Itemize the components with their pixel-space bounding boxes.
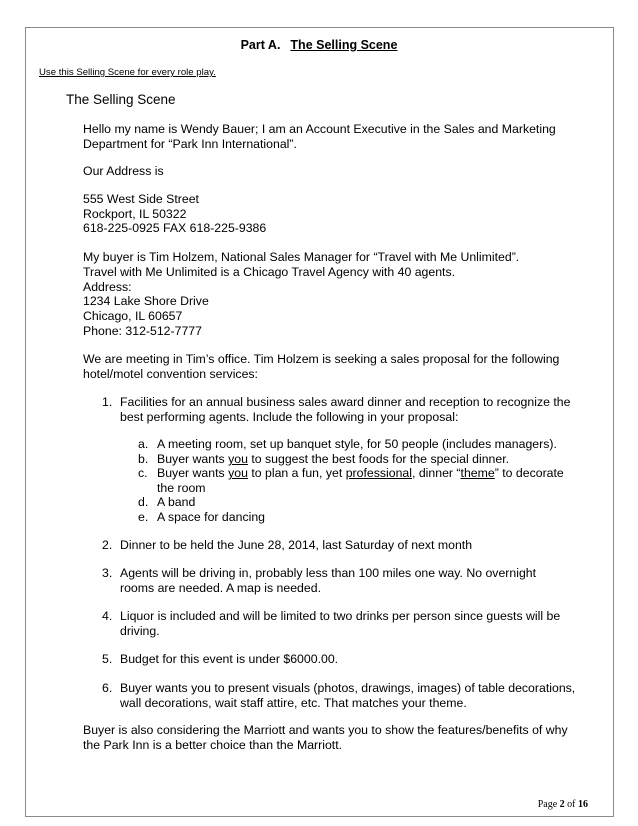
buyer-phone: Phone: 312-512-7777 — [83, 324, 202, 338]
subitem-d-letter: d. — [138, 495, 149, 509]
closing-line-1: Buyer is also considering the Marriott and wants you to show the features/benefits of why — [83, 723, 568, 737]
subitem-c-post: ” to decorate — [494, 466, 564, 480]
subitem-c-mid-2: , dinner “ — [412, 466, 461, 480]
subitem-b-post: to suggest the best foods for the special dinner. — [247, 452, 510, 466]
subitem-a-letter: a. — [138, 437, 149, 451]
role-play-note: Use this Selling Scene for every role play. — [39, 67, 216, 78]
item-6-line-1: Buyer wants you to present visuals (photos, drawings, images) of table decorations, — [120, 681, 576, 695]
subitem-c-letter: c. — [138, 466, 148, 480]
item-3-line-1: Agents will be driving in, probably less than 100 miles one way. No overnight — [120, 566, 537, 580]
item-5-number: 5. — [102, 652, 113, 666]
item-2-number: 2. — [102, 538, 113, 552]
scene-title: The Selling Scene — [66, 92, 176, 107]
subitem-c-text — [157, 466, 564, 480]
meeting-line-2: hotel/motel convention services: — [83, 367, 258, 381]
item-1-line-2: best performing agents. Include the following in your proposal: — [120, 410, 459, 424]
item-1-number: 1. — [102, 395, 113, 409]
subitem-b-letter: b. — [138, 452, 149, 466]
subitem-c-mid-1: to plan a fun, yet — [247, 466, 346, 480]
item-3-line-2: rooms are needed. A map is needed. — [120, 581, 321, 595]
item-3-number: 3. — [102, 566, 113, 580]
subitem-c-pre: Buyer wants — [157, 466, 229, 480]
buyer-line-2: Travel with Me Unlimited is a Chicago Travel Agency with 40 agents. — [83, 265, 456, 279]
buyer-line-1: My buyer is Tim Holzem, National Sales Manager for “Travel with Me Unlimited”. — [83, 250, 520, 264]
item-2-line-1: Dinner to be held the June 28, 2014, last Saturday of next month — [120, 538, 473, 552]
footer-page-word: Page — [537, 799, 558, 810]
item-4-line-1: Liquor is included and will be limited to two drinks per person since guests will be — [120, 609, 561, 623]
heading-part: Part A. — [240, 38, 281, 52]
subitem-b-pre: Buyer wants — [157, 452, 229, 466]
footer-page-number: 2 — [559, 799, 565, 810]
buyer-address-label: Address: — [83, 280, 132, 294]
item-1-line-1: Facilities for an annual business sales award dinner and reception to recognize the — [120, 395, 571, 409]
subitem-c-underlined-professional: professional — [345, 466, 412, 480]
seller-city: Rockport, IL 50322 — [83, 207, 187, 221]
closing-line-2: the Park Inn is a better choice than the Marriott. — [83, 738, 343, 752]
item-4-number: 4. — [102, 609, 113, 623]
seller-street: 555 West Side Street — [83, 192, 199, 206]
buyer-city: Chicago, IL 60657 — [83, 309, 183, 323]
intro-line-1: Hello my name is Wendy Bauer; I am an Account Executive in the Sales and Marketing — [83, 122, 556, 136]
intro-line-2: Department for “Park Inn International”. — [83, 137, 297, 151]
item-5-line-1: Budget for this event is under $6000.00. — [120, 652, 339, 666]
item-6-number: 6. — [102, 681, 113, 695]
subitem-e-text: A space for dancing — [157, 510, 266, 524]
subitem-a-text: A meeting room, set up banquet style, for 50 people (includes managers). — [157, 437, 557, 451]
footer-of-word: of — [567, 799, 576, 810]
seller-phone: 618-225-0925 FAX 618-225-9386 — [83, 221, 267, 235]
subitem-c-underlined-theme: theme — [460, 466, 495, 480]
page-number-footer — [538, 799, 588, 810]
subitem-c-line-2: the room — [157, 481, 206, 495]
heading-title: The Selling Scene — [290, 38, 398, 52]
item-4-line-2: driving. — [120, 624, 160, 638]
subitem-c-underlined-you: you — [228, 466, 248, 480]
meeting-line-1: We are meeting in Tim’s office. Tim Holzem is seeking a sales proposal for the following — [83, 352, 560, 366]
footer-total-pages: 16 — [578, 799, 588, 810]
buyer-street: 1234 Lake Shore Drive — [83, 294, 209, 308]
subitem-b-underlined: you — [228, 452, 248, 466]
item-6-line-2: wall decorations, wait staff attire, etc. That matches your theme. — [120, 696, 467, 710]
subitem-e-letter: e. — [138, 510, 149, 524]
subitem-b-text — [157, 452, 509, 466]
address-label: Our Address is — [83, 164, 164, 178]
page-heading — [0, 38, 638, 52]
subitem-d-text: A band — [157, 495, 196, 509]
